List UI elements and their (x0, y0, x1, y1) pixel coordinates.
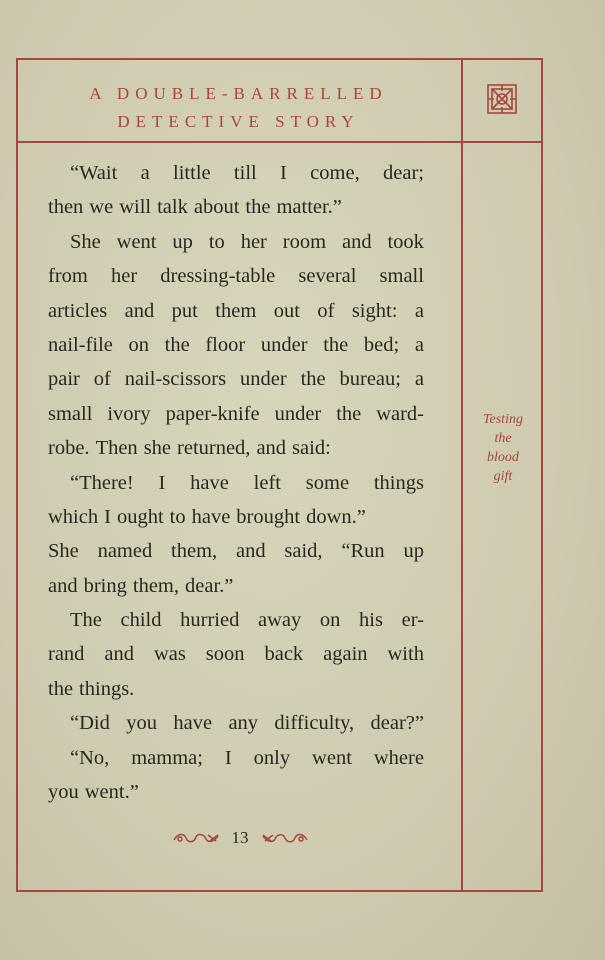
word: bring (83, 574, 127, 597)
text-line (48, 397, 424, 431)
word: have (191, 505, 231, 528)
margin-note (463, 410, 543, 486)
word: The (70, 609, 102, 632)
word: a (414, 368, 424, 391)
word: a (414, 333, 424, 356)
word: and (104, 643, 134, 666)
word: with (387, 643, 424, 666)
text-line (48, 328, 424, 362)
word: She (70, 230, 101, 253)
word: “Did (70, 712, 110, 735)
word: you (126, 712, 157, 735)
word: the (48, 677, 74, 700)
celtic-knot-ornament-icon (486, 83, 518, 115)
word: bed; (363, 333, 400, 356)
word: small (379, 265, 424, 288)
word: away (258, 609, 302, 632)
word: dear.” (185, 574, 234, 597)
word: ward- (376, 402, 424, 425)
text-line (48, 603, 424, 637)
word: any (228, 712, 259, 735)
word: under (274, 402, 322, 425)
text-line (48, 466, 424, 500)
word: rand (48, 643, 85, 666)
word: the (300, 368, 326, 391)
word: soon (205, 643, 245, 666)
word: the (245, 196, 271, 219)
word: I (280, 162, 287, 184)
word: named (97, 540, 153, 563)
word: I (158, 471, 166, 494)
text-line (48, 362, 424, 396)
word: ought (116, 505, 164, 528)
word: out (273, 299, 300, 322)
header-divider-horizontal (16, 141, 543, 143)
word: said: (292, 437, 331, 460)
word: and (341, 230, 372, 253)
word: on (319, 609, 341, 632)
word: only (253, 746, 291, 769)
word: a (140, 162, 150, 184)
word: matter.” (276, 196, 342, 219)
word: returned, (177, 437, 251, 460)
word: pair (48, 368, 80, 391)
word: bureau; (339, 368, 401, 391)
word: went.” (84, 781, 139, 804)
word: and (256, 437, 287, 460)
word: articles (48, 299, 108, 322)
text-line (48, 706, 424, 740)
word: back (264, 643, 304, 666)
word: the (164, 333, 190, 356)
text-line (48, 156, 424, 190)
word: a (414, 299, 424, 322)
text-line (48, 294, 424, 328)
margin-note-line: the (494, 431, 512, 446)
word: come, (310, 162, 360, 184)
page-footer (160, 826, 320, 850)
word: and (124, 299, 155, 322)
word: went (312, 746, 352, 769)
left-flourish-icon (172, 831, 222, 845)
word: have (173, 712, 213, 735)
word: said, (284, 540, 323, 563)
word: down.” (306, 505, 366, 528)
word: room (282, 230, 327, 253)
word: difficulty, (274, 712, 355, 735)
word: of (317, 299, 335, 322)
word: I (224, 746, 232, 769)
text-line (48, 672, 424, 706)
word: things. (79, 677, 135, 700)
word: them, (171, 540, 218, 563)
word: sight: (351, 299, 398, 322)
word: paper-knife (165, 402, 260, 425)
word: under (239, 368, 287, 391)
word: and (48, 574, 78, 597)
text-line (48, 259, 424, 293)
word: I (104, 505, 111, 528)
word: and (235, 540, 266, 563)
word: where (373, 746, 424, 769)
word: floor (205, 333, 246, 356)
right-flourish-icon (259, 831, 309, 845)
word: ivory (107, 402, 151, 425)
word: which (48, 505, 99, 528)
text-line (48, 637, 424, 671)
word: brought (236, 505, 301, 528)
word: several (298, 265, 357, 288)
word: nail-file (48, 333, 113, 356)
word: “There! (70, 471, 134, 494)
word: the (323, 333, 349, 356)
word: went (116, 230, 157, 253)
word: she (143, 437, 172, 460)
text-line (48, 225, 424, 259)
text-line (48, 190, 424, 224)
word: left (253, 471, 281, 494)
margin-note-line: Testing (483, 412, 523, 427)
word: robe. (48, 437, 90, 460)
word: took (387, 230, 424, 253)
text-line (48, 775, 424, 809)
word: under (260, 333, 308, 356)
word: them, (132, 574, 180, 597)
word: child (120, 609, 162, 632)
word: some (305, 471, 350, 494)
word: dear; (383, 162, 424, 184)
word: dressing-table (160, 265, 276, 288)
word: things (373, 471, 424, 494)
word: She (48, 540, 79, 563)
word: to (208, 230, 225, 253)
word: small (48, 402, 93, 425)
running-header-line-1: A DOUBLE-BARRELLED (89, 84, 388, 103)
word: then (48, 196, 84, 219)
running-header-line-2: DETECTIVE STORY (117, 112, 360, 131)
word: up (403, 540, 424, 563)
word: mamma; (131, 746, 203, 769)
margin-note-line: gift (493, 469, 513, 484)
word: er- (401, 609, 424, 632)
word: till (233, 162, 257, 184)
word: the (336, 402, 362, 425)
text-line (48, 569, 424, 603)
word: them (215, 299, 257, 322)
text-line (48, 431, 424, 465)
word: “No, (70, 746, 110, 769)
word: we (89, 196, 114, 219)
text-line (48, 500, 424, 534)
word: put (171, 299, 198, 322)
word: hurried (180, 609, 240, 632)
text-line (48, 534, 424, 568)
word: dear?” (370, 712, 424, 735)
text-line (48, 741, 424, 775)
word: have (190, 471, 229, 494)
word: little (173, 162, 211, 184)
word: Then (95, 437, 138, 460)
word: his (359, 609, 383, 632)
word: her (240, 230, 267, 253)
word: “Run (341, 540, 385, 563)
word: was (153, 643, 186, 666)
word: about (193, 196, 240, 219)
word: nail-scissors (124, 368, 227, 391)
word: her (110, 265, 138, 288)
word: will (119, 196, 152, 219)
word: on (128, 333, 150, 356)
word: “Wait (70, 162, 118, 184)
word: to (169, 505, 186, 528)
word: from (48, 265, 88, 288)
page-number: 13 (231, 828, 249, 847)
margin-note-line: blood (487, 450, 519, 465)
word: again (323, 643, 368, 666)
word: of (93, 368, 111, 391)
word: you (48, 781, 79, 804)
word: talk (157, 196, 188, 219)
word: up (172, 230, 193, 253)
body-text (48, 156, 424, 809)
